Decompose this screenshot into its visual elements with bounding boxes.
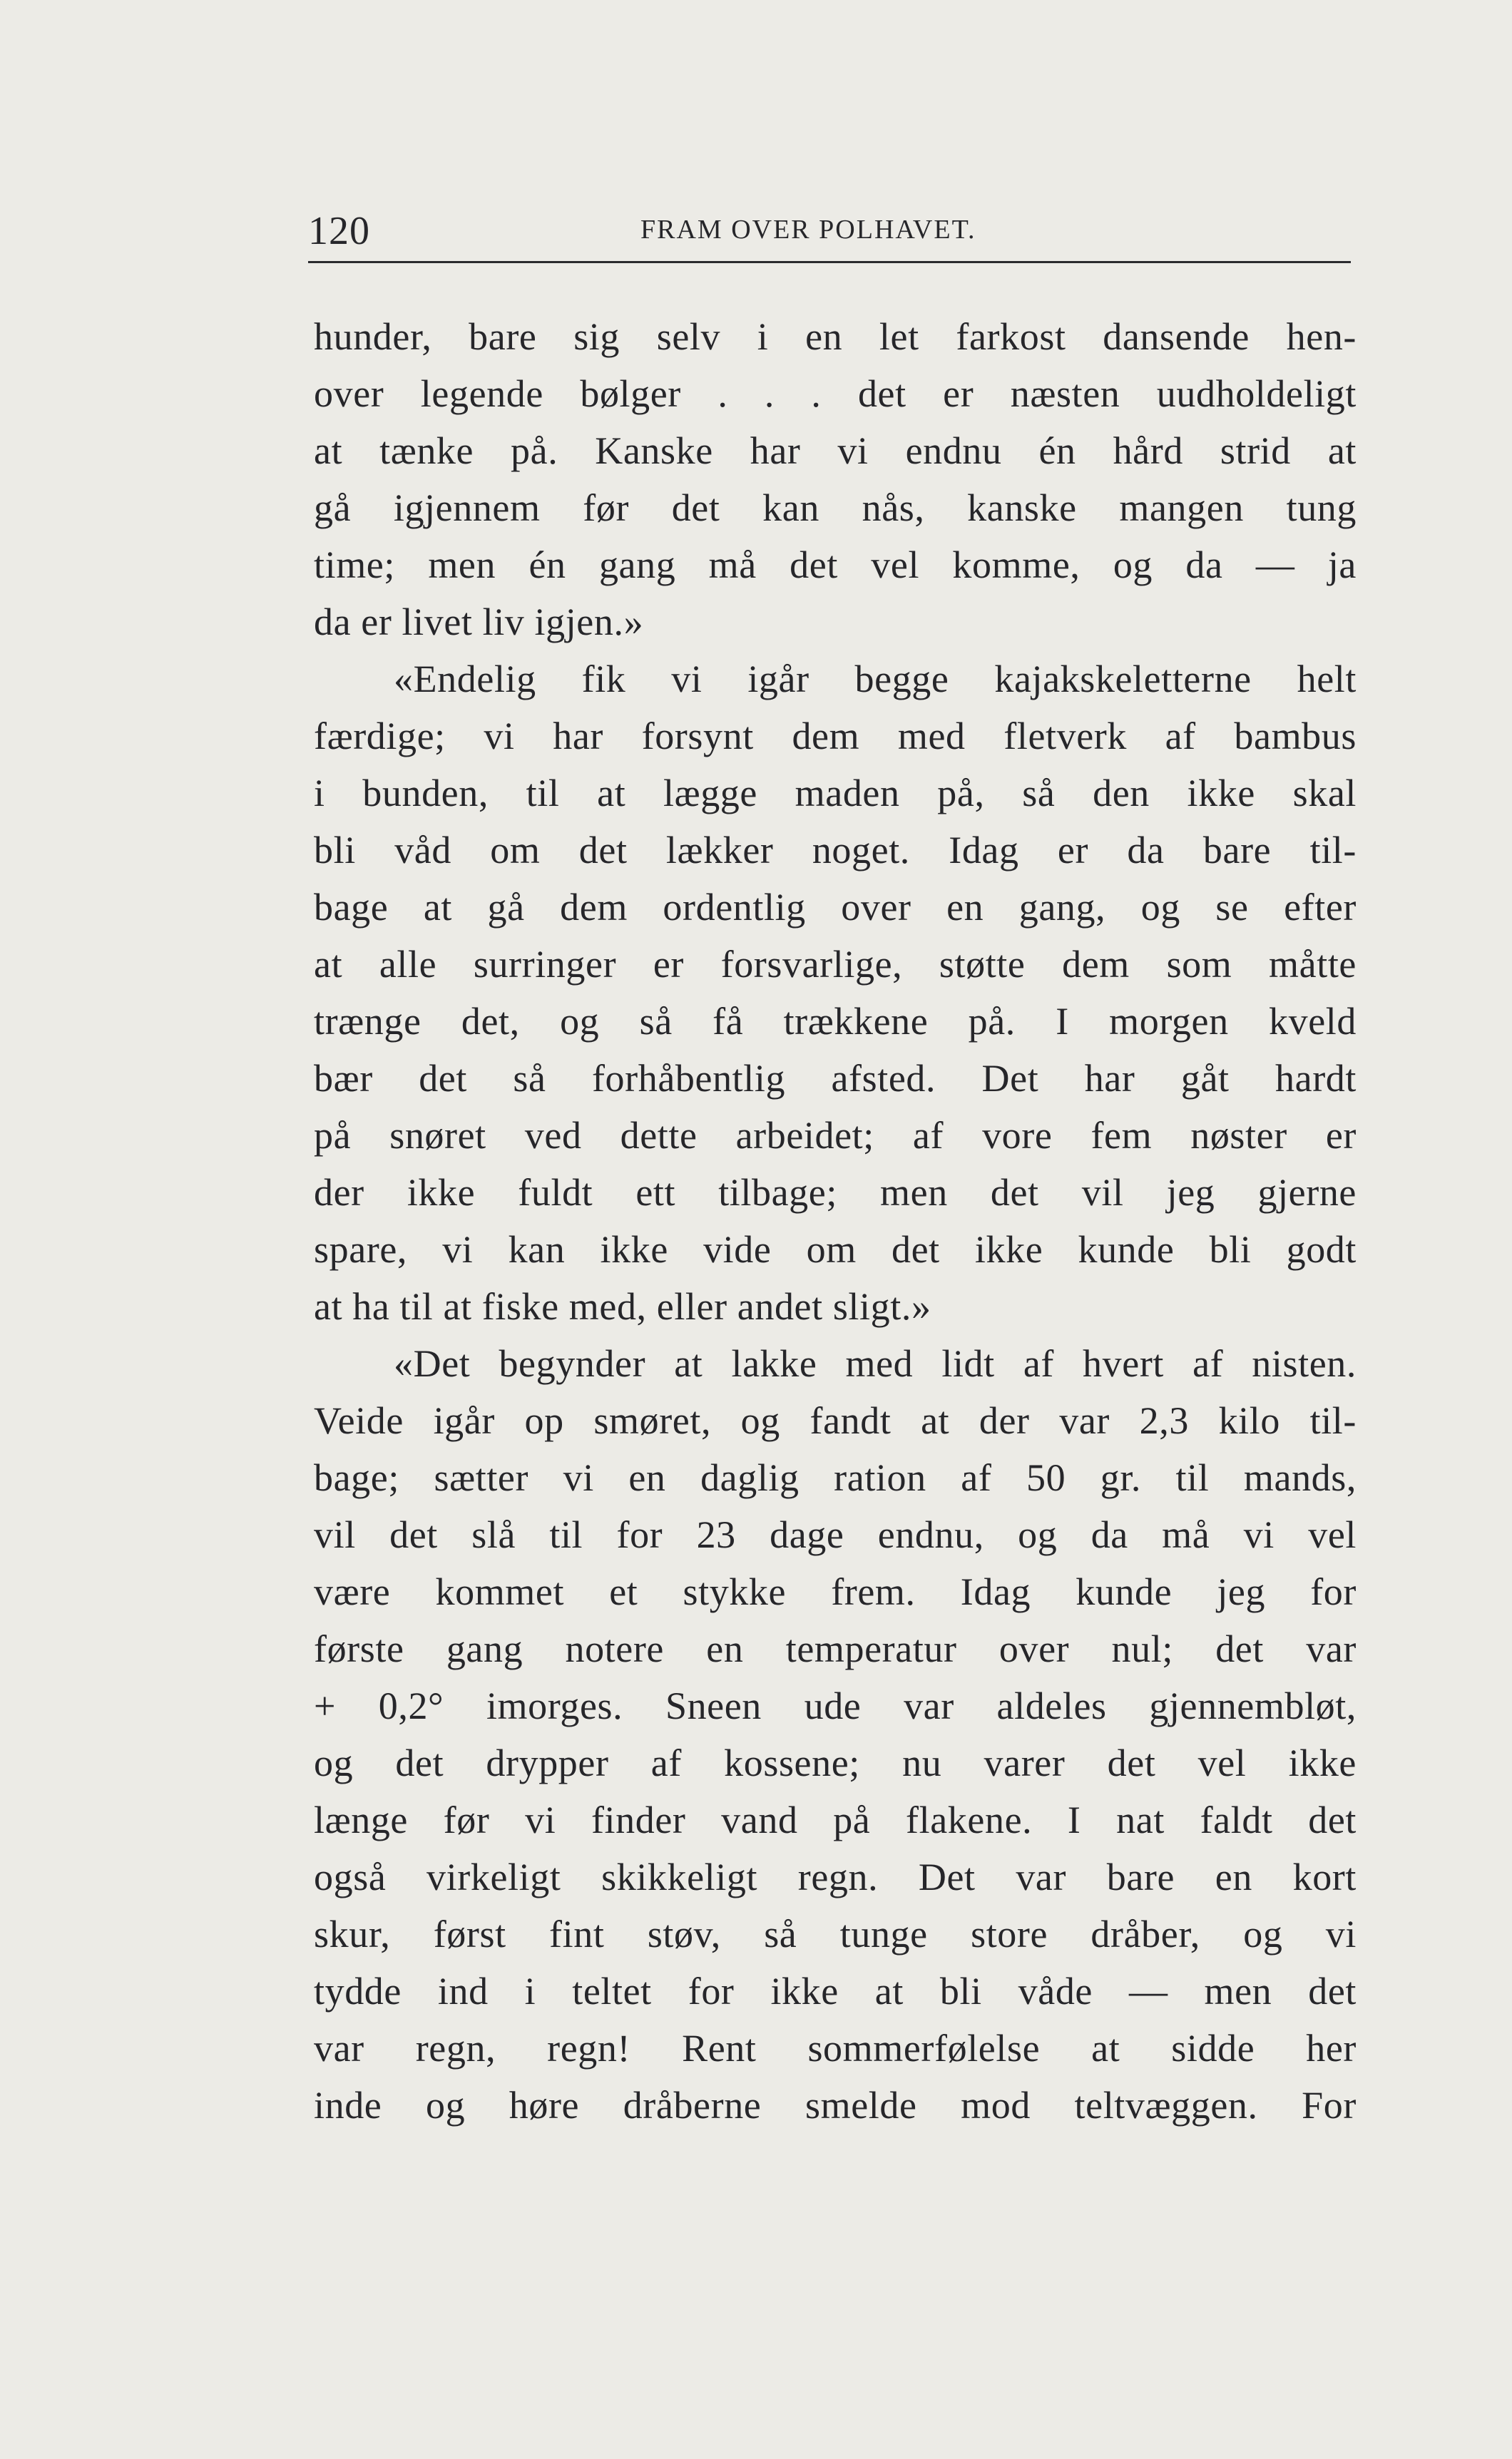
text-line: længe før vi finder vand på flakene. I nat faldt det (314, 1799, 1357, 1841)
text-line: bær det så forhåbentlig afsted. Det har gåt hardt (314, 1057, 1357, 1100)
text-line: spare, vi kan ikke vide om det ikke kunde bli godt (314, 1228, 1357, 1271)
text-line: første gang notere en temperatur over nul; det var (314, 1627, 1357, 1670)
text-line: inde og høre dråberne smelde mod teltvæggen. For (314, 2084, 1357, 2127)
paragraph-start-line: «Det begynder at lakke med lidt af hvert af nisten. (394, 1342, 1357, 1385)
page-header (308, 201, 1351, 263)
text-line: bage at gå dem ordentlig over en gang, og se efter (314, 886, 1357, 929)
text-line: var regn, regn! Rent sommerfølelse at sidde her (314, 2027, 1357, 2070)
text-line: at ha til at fiske med, eller andet sligt.» (314, 1285, 931, 1328)
text-line: Veide igår op smøret, og fandt at der var 2,3 kilo til- (314, 1399, 1357, 1442)
text-line: bli våd om det lækker noget. Idag er da bare til- (314, 829, 1357, 871)
text-line: + 0,2° imorges. Sneen ude var aldeles gjennembløt, (314, 1685, 1357, 1727)
text-line: at tænke på. Kanske har vi endnu én hård strid at (314, 429, 1357, 472)
text-line: hunder, bare sig selv i en let farkost dansende hen- (314, 315, 1357, 358)
page-number: 120 (308, 209, 370, 253)
text-line: på snøret ved dette arbeidet; af vore fem nøster er (314, 1114, 1357, 1157)
text-line: færdige; vi har forsynt dem med fletverk af bambus (314, 715, 1357, 757)
text-line: tydde ind i teltet for ikke at bli våde — men det (314, 1970, 1357, 2013)
text-line: trænge det, og så få trækkene på. I morgen kveld (314, 1000, 1357, 1043)
text-line: der ikke fuldt ett tilbage; men det vil jeg gjerne (314, 1171, 1357, 1214)
running-title: FRAM OVER POLHAVET. (640, 215, 976, 245)
text-line: vil det slå til for 23 dage endnu, og da må vi vel (314, 1513, 1357, 1556)
text-line: og det drypper af kossene; nu varer det vel ikke (314, 1742, 1357, 1784)
text-line: bage; sætter vi en daglig ration af 50 gr. til mands, (314, 1456, 1357, 1499)
paragraph-start-line: «Endelig fik vi igår begge kajakskeletterne helt (394, 658, 1357, 700)
text-line: i bunden, til at lægge maden på, så den ikke skal (314, 772, 1357, 814)
text-line: time; men én gang må det vel komme, og da — ja (314, 543, 1357, 586)
text-line: være kommet et stykke frem. Idag kunde jeg for (314, 1570, 1357, 1613)
text-line: også virkeligt skikkeligt regn. Det var bare en kort (314, 1856, 1357, 1898)
body-text (314, 308, 1357, 2134)
text-line: da er livet liv igjen.» (314, 600, 644, 643)
text-line: skur, først fint støv, så tunge store dråber, og vi (314, 1913, 1357, 1956)
text-line: at alle surringer er forsvarlige, støtte dem som måtte (314, 943, 1357, 986)
text-line: gå igjennem før det kan nås, kanske mangen tung (314, 486, 1357, 529)
text-line: over legende bølger . . . det er næsten uudholdeligt (314, 372, 1357, 415)
